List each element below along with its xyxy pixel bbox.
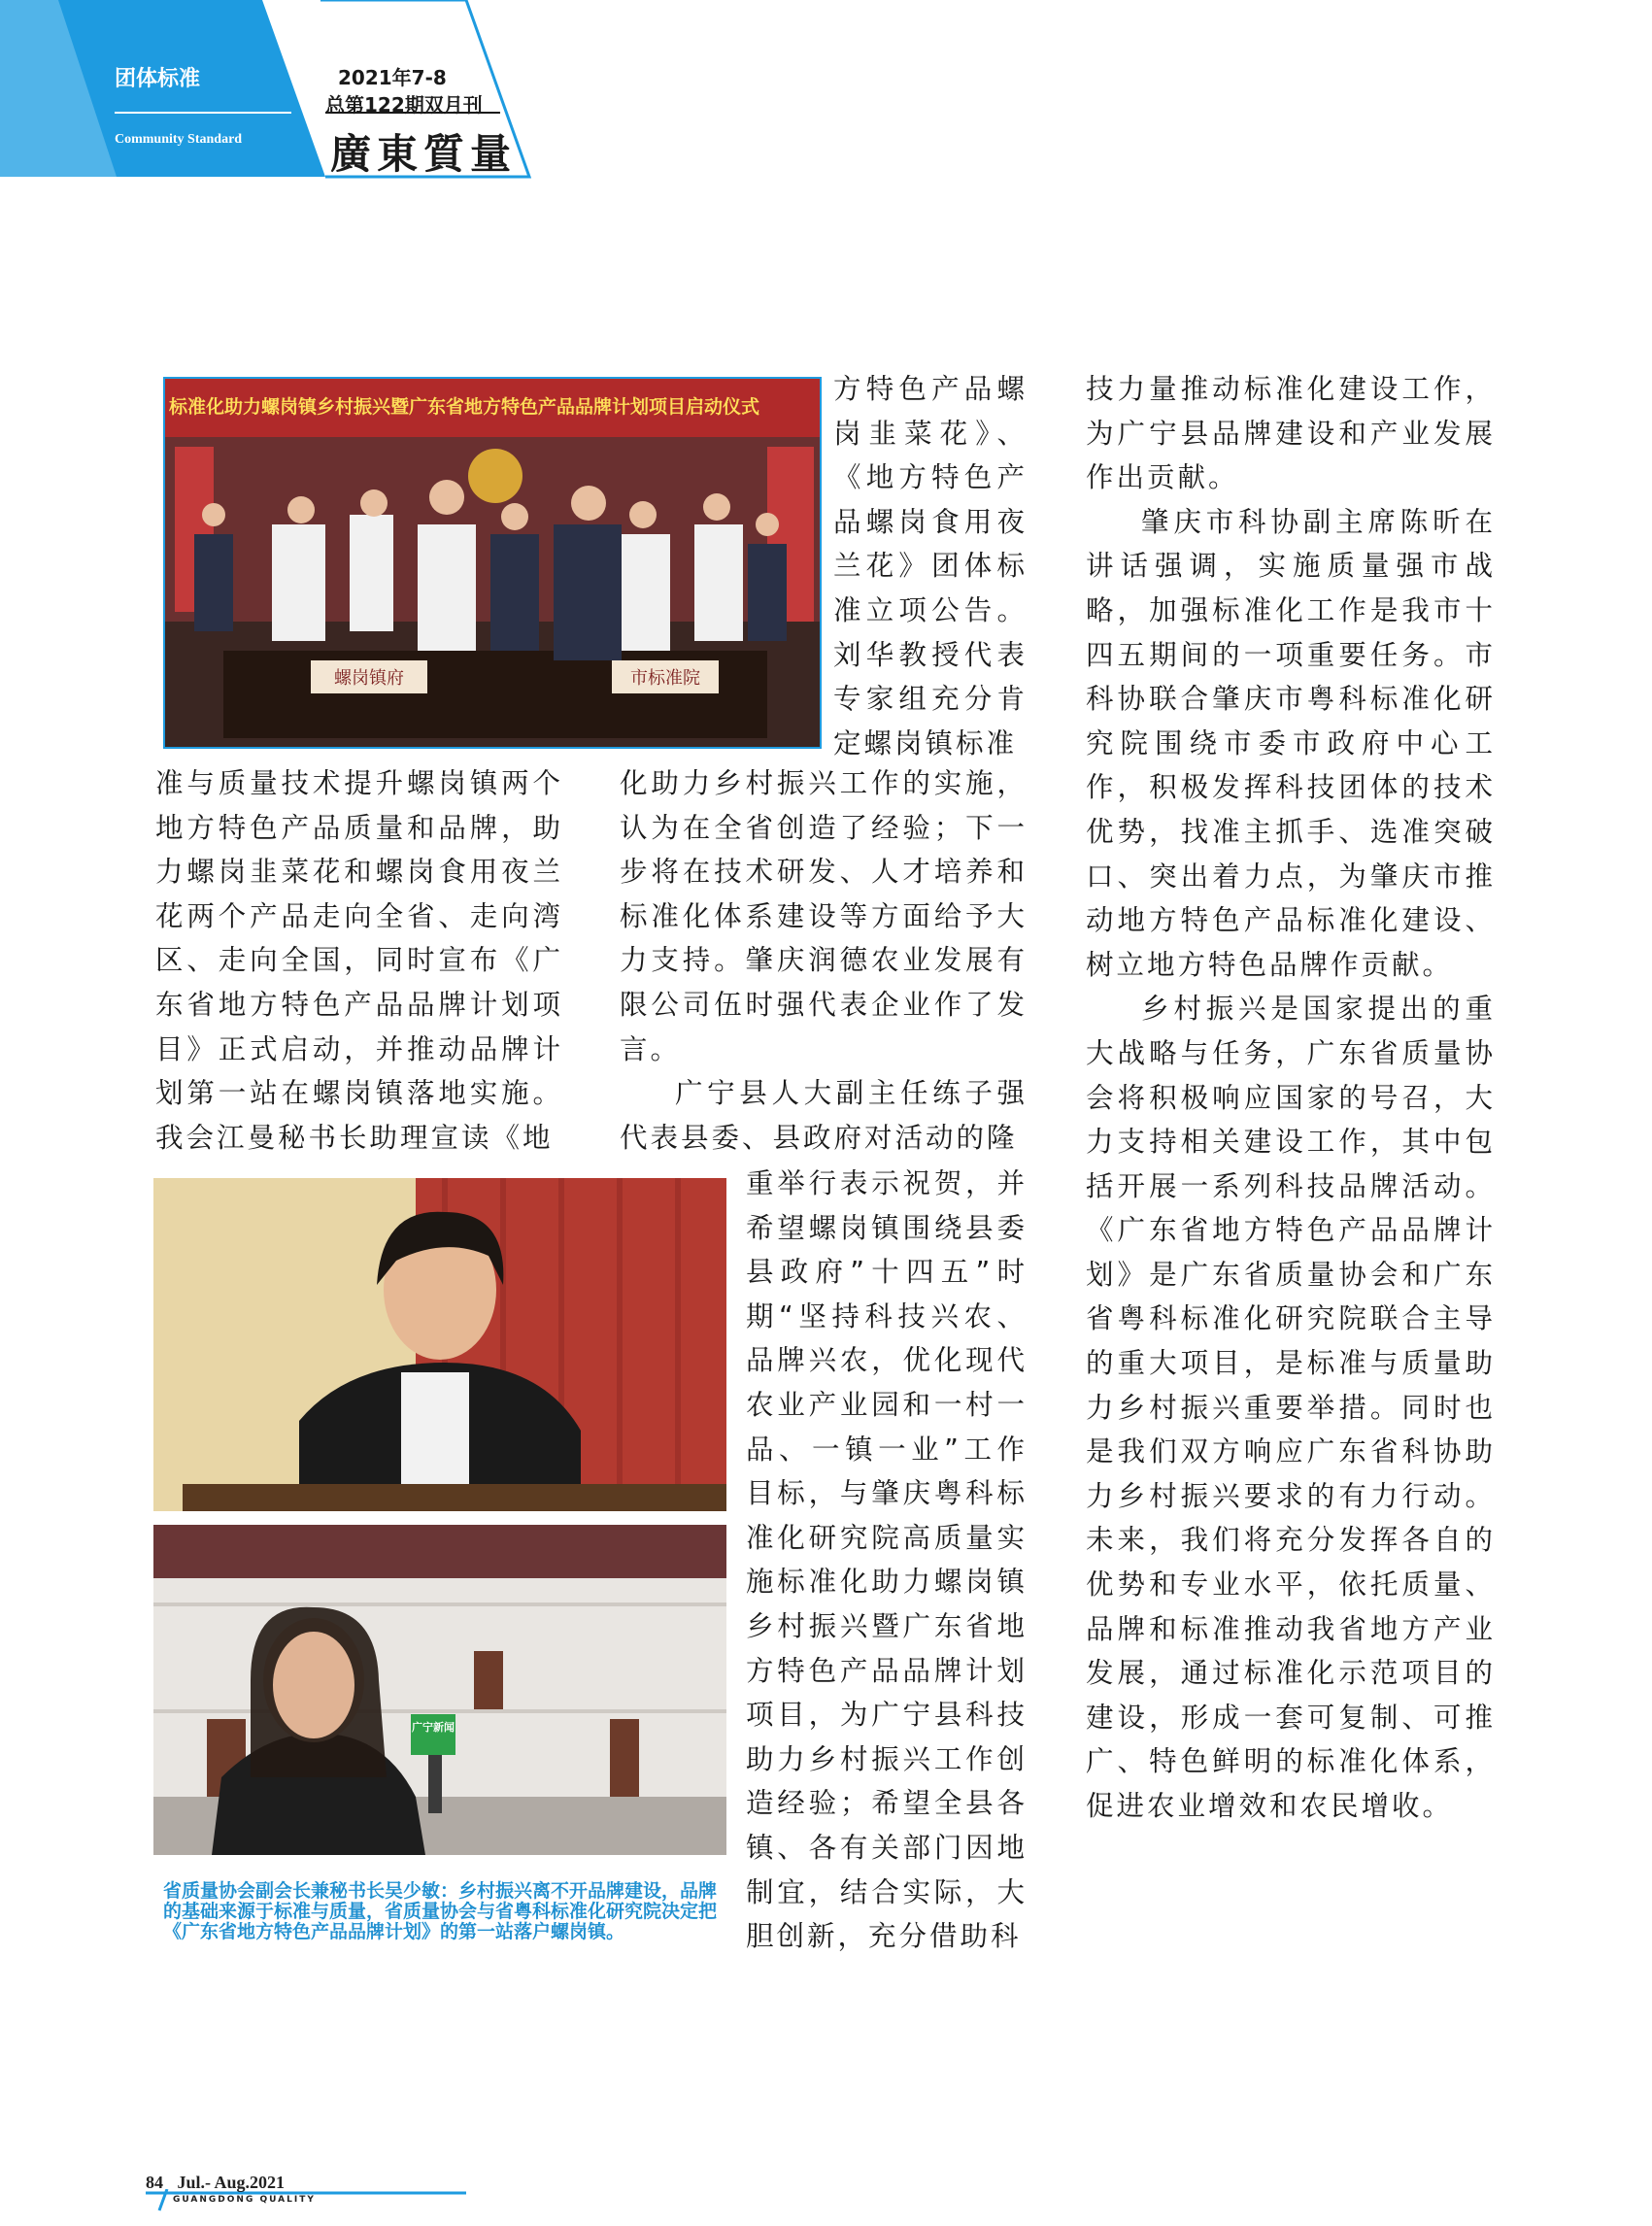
middle-column-top: [833, 367, 1028, 765]
footer-magazine: GUANGDONG QUALITY: [173, 2195, 316, 2205]
section-title: 团体标准: [115, 67, 201, 91]
paragraph: 广宁县人大副主任练子强代表县委、县政府对活动的隆: [620, 1077, 1028, 1154]
middle-column-bottom: [746, 1162, 1028, 1959]
ceremony-photo: [163, 377, 822, 749]
middle-column-wide: [620, 761, 1028, 1160]
issue-number: 总第122期双月刊: [325, 93, 483, 117]
photo-caption: 省质量协会副会长兼秘书长吴少敏：乡村振兴离不开品牌建设，品牌的基础来源于标准与质量，省质量协会与省粤科标准化研究院决定把《广东省地方特色产品品牌计划》的第一站落户螺岗镇。: [163, 1880, 718, 1942]
paragraph: 方特色产品螺岗韭菜花》、《地方特色产品螺岗食用夜兰花》团体标准立项公告。刘华教授代表专家组充分肯定螺岗镇标准: [833, 373, 1028, 759]
section-subtitle: Community Standard: [115, 132, 243, 147]
paragraph: 重举行表示祝贺，并希望螺岗镇围绕县委县政府”十四五”时期“坚持科技兴农、品牌兴农，优化现代农业产业园和一村一品、一镇一业”工作目标，与肇庆粤科标准化研究院高质量实施标准化助力螺岗镇乡村振兴暨广东省地方特色产品品牌计划项目，为广宁县科技助力乡村振兴工作创造经验；希望全县各镇、各有关部门因地制宜，结合实际，大胆创新，充分借助科: [746, 1167, 1028, 1953]
banner-text: 标准化助力螺岗镇乡村振兴暨广东省地方特色产品品牌计划项目启动仪式: [169, 396, 760, 418]
paragraph: 乡村振兴是国家提出的重大战略与任务，广东省质量协会将积极响应国家的号召，大力支持相关建设工作，其中包括开展一系列科技品牌活动。《广东省地方特色产品品牌计划》是广东省质量协会和广东省粤科标准化研究院联合主导的重大项目，是标准与质量助力乡村振兴重要举措。同时也是我们双方响应广东省科协助力乡村振兴要求的有力行动。未来，我们将充分发挥各自的优势和专业水平，依托质量、品牌和标准推动我省地方产业发展，通过标准化示范项目的建设，形成一套可复制、可推广、特色鲜明的标准化体系，促进农业增效和农民增收。: [1086, 993, 1496, 1822]
left-column-text: [155, 761, 563, 1160]
speaker-photo: [153, 1178, 726, 1511]
page-number: 84: [146, 2173, 163, 2192]
magazine-logo: 廣東質量: [330, 130, 518, 178]
interview-photo: [153, 1525, 726, 1855]
paragraph: 化助力乡村振兴工作的实施，认为在全省创造了经验；下一步将在技术研发、人才培养和标准化体系建设等方面给予大力支持。肇庆润德农业发展有限公司伍时强代表企业作了发言。: [620, 767, 1028, 1065]
name-sign-right: 市标准院: [630, 668, 700, 689]
issue-months: Jul.- Aug.2021: [177, 2173, 286, 2192]
paragraph: 技力量推动标准化建设工作，为广宁县品牌建设和产业发展作出贡献。: [1086, 373, 1496, 494]
paragraph: 准与质量技术提升螺岗镇两个地方特色产品质量和品牌，助力螺岗韭菜花和螺岗食用夜兰花两个产品走向全省、走向湾区、走向全国，同时宣布《广东省地方特色产品品牌计划项目》正式启动，并推动品牌计划第一站在螺岗镇落地实施。我会江曼秘书长助理宣读《地: [155, 767, 563, 1154]
mic-flag-text: 广宁新闻: [412, 1721, 455, 1734]
right-column-text: [1086, 367, 1496, 1829]
page-number-date: [146, 2173, 285, 2193]
issue-date: 2021年7-8: [338, 66, 447, 89]
paragraph: 肇庆市科协副主席陈昕在讲话强调，实施质量强市战略，加强标准化工作是我市十四五期间的一项重要任务。市科协联合肇庆市粤科标准化研究院围绕市委市政府中心工作，积极发挥科技团体的技术优势，找准主抓手、选准突破口、突出着力点，为肇庆市推动地方特色产品标准化建设、树立地方特色品牌作贡献。: [1086, 505, 1496, 981]
name-sign-left: 螺岗镇府: [334, 668, 404, 689]
